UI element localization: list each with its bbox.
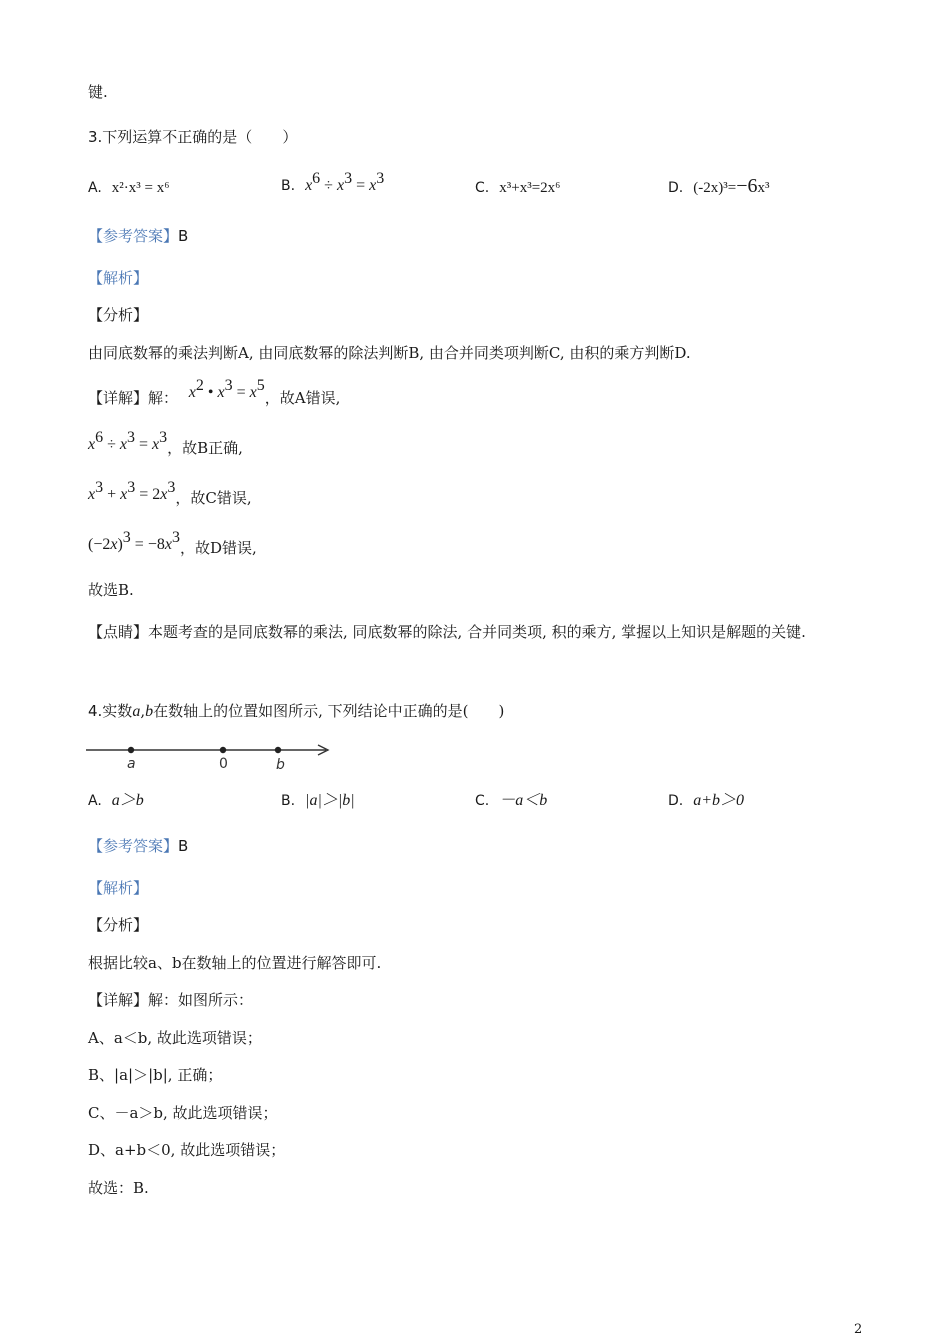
q4-fenxi-text: 根据比较a、b在数轴上的位置进行解答即可.	[88, 954, 382, 972]
q3-detail-line-3: $x^3 + x^3 = 2x^3$，故C错误,	[88, 479, 252, 507]
q4-option-c: C. －a＜b	[475, 792, 548, 809]
page-number: 2	[854, 1322, 863, 1337]
q3-detail-line-1: 【详解】解： $x^2$ • $x^3 = x^5$，故A错误,	[88, 377, 341, 407]
q3-option-b: B. $x^6 \div x^3 = x^3$	[281, 170, 385, 194]
q4-detail-line-4: D、a+b＜0, 故此选项错误；	[88, 1141, 286, 1159]
q4-detail-line-1: A、a＜b, 故此选项错误；	[88, 1029, 262, 1047]
q4-analysis-label: 【解析】	[88, 879, 149, 897]
question-4-stem: 4.实数a,b在数轴上的位置如图所示, 下列结论中正确的是( )	[88, 702, 505, 720]
q4-detail-label: 【详解】解：如图所示：	[88, 991, 254, 1009]
q3-option-c: C. x³+x³=2x⁶	[475, 180, 561, 196]
number-line-label-a: a	[127, 756, 136, 772]
q3-detail-line-4: $(-2x)^3 = -8x^3$，故D错误,	[88, 529, 257, 557]
point-a	[128, 747, 134, 753]
q3-option-d: D. (-2x)³=−6x³	[668, 175, 770, 197]
q3-answer: 【参考答案】B	[88, 227, 189, 245]
q4-answer: 【参考答案】B	[88, 837, 189, 855]
q3-analysis-label: 【解析】	[88, 269, 149, 287]
q3-fenxi-text: 由同底数幂的乘法判断A, 由同底数幂的除法判断B, 由合并同类项判断C, 由积的乘方判断D.	[88, 344, 691, 362]
point-zero	[220, 747, 226, 753]
q4-conclusion: 故选：B.	[88, 1179, 149, 1197]
q3-fenxi-label: 【分析】	[88, 306, 149, 324]
q4-detail-line-2: B、|a|＞|b|, 正确；	[88, 1066, 223, 1084]
q4-option-a: A. a＞b	[88, 792, 144, 809]
q4-option-d: D. a+b＞0	[668, 792, 745, 809]
q3-dianjing: 【点睛】本题考查的是同底数幂的乘法, 同底数幂的除法, 合并同类项, 积的乘方, 掌握以上知识是解题的关键.	[88, 623, 806, 641]
number-line-figure	[86, 738, 336, 778]
text-key-tail: 键.	[88, 83, 108, 101]
q3-detail-line-2: $x^6 \div x^3 = x^3$，故B正确,	[88, 429, 243, 457]
point-b	[275, 747, 281, 753]
q3-conclusion: 故选B.	[88, 581, 134, 599]
q4-detail-line-3: C、－a＞b, 故此选项错误；	[88, 1104, 278, 1122]
q3-option-a: A. x²·x³ = x⁶	[88, 180, 170, 196]
question-3-stem: 3.下列运算不正确的是（ ）	[88, 128, 298, 146]
q4-option-b: B. |a|＞|b|	[281, 792, 355, 809]
number-line-label-b: b	[276, 757, 285, 773]
q4-fenxi-label: 【分析】	[88, 916, 149, 934]
number-line-label-zero: 0	[219, 756, 228, 772]
